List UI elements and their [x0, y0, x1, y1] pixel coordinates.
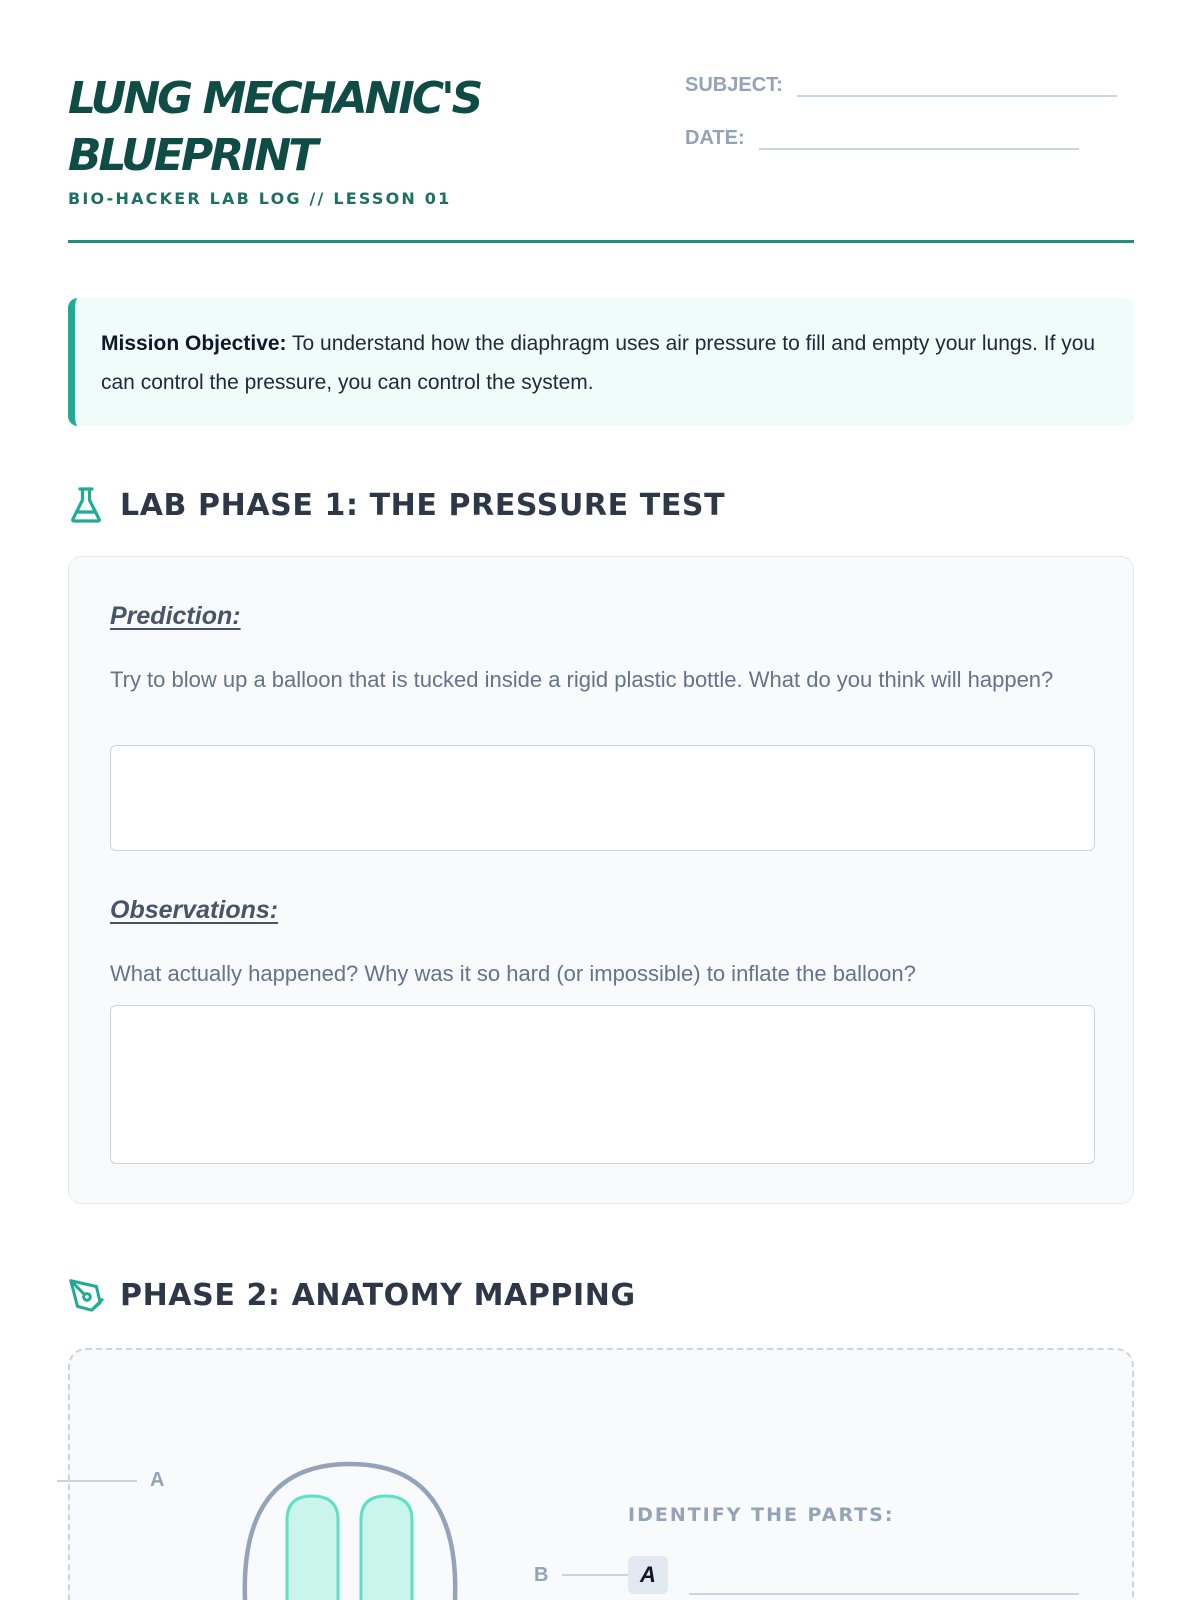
- prediction-prompt: Try to blow up a balloon that is tucked inside a rigid plastic bottle. What do you think will happen?: [110, 667, 1054, 692]
- mission-label: Mission Objective:: [101, 332, 287, 355]
- subject-label: SUBJECT:: [685, 74, 783, 96]
- left-lung-balloon: [287, 1496, 338, 1600]
- observations-heading: Observations:: [110, 896, 279, 924]
- bottle-outline: [245, 1464, 455, 1600]
- title-line-1: LUNG MECHANIC'S: [68, 73, 481, 124]
- answer-line-a[interactable]: [689, 1593, 1079, 1595]
- right-lung-balloon: [361, 1496, 412, 1600]
- label-a-pointer: [57, 1480, 137, 1482]
- observations-prompt: What actually happened? Why was it so hard (or impossible) to inflate the balloon?: [110, 961, 916, 986]
- answer-letter-badge-a: A: [628, 1556, 668, 1594]
- diagram-label-b: B: [534, 1564, 549, 1586]
- phase2-title: PHASE 2: ANATOMY MAPPING: [120, 1277, 636, 1313]
- date-label: DATE:: [685, 127, 745, 149]
- prediction-heading: Prediction:: [110, 602, 241, 630]
- mission-text: To understand how the diaphragm uses air pressure to fill and empty your lungs. If you can control the pressure, you can control the system.: [101, 332, 1096, 394]
- identify-parts-heading: IDENTIFY THE PARTS:: [628, 1504, 895, 1526]
- phase1-title: LAB PHASE 1: THE PRESSURE TEST: [120, 487, 726, 523]
- diagram-label-a: A: [150, 1469, 165, 1491]
- page-subtitle: BIO-HACKER LAB LOG // LESSON 01: [68, 189, 452, 208]
- title-line-2: BLUEPRINT: [68, 130, 316, 181]
